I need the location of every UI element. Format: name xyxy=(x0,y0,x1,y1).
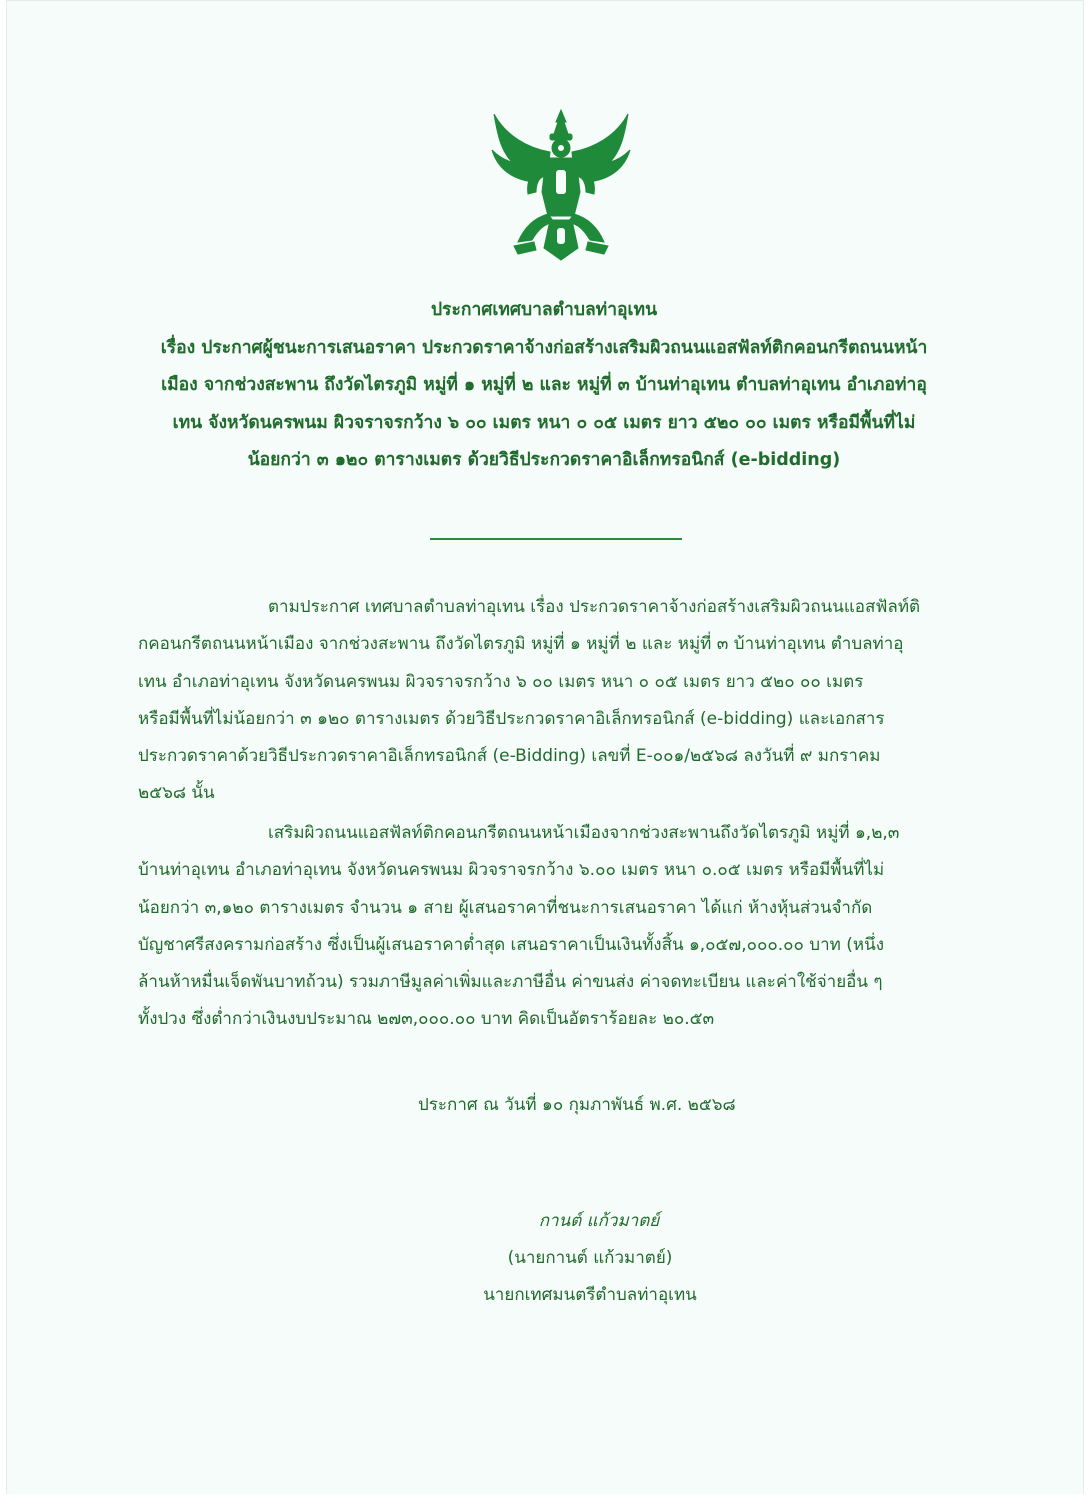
garuda-emblem-icon xyxy=(488,108,634,264)
announcement-date: ประกาศ ณ วันที่ ๑๐ กุมภาพันธ์ พ.ศ. ๒๕๖๘ xyxy=(418,1095,736,1115)
header-divider xyxy=(430,538,682,540)
announcement-header xyxy=(130,292,958,480)
paragraph-line: ๒๕๖๘ นั้น xyxy=(138,783,215,804)
subject-line: เมือง จากช่วงสะพาน ถึงวัดไตรภูมิ หมู่ที่ ๑ หมู่ที่ ๒ และ หมู่ที่ ๓ บ้านท่าอุเทน ตำบลท่าอุเทน อำเภอท่าอุ xyxy=(161,375,927,395)
body-paragraph-reference xyxy=(138,589,950,813)
signature-block xyxy=(440,1203,740,1314)
paragraph-line: กคอนกรีตถนนหน้าเมือง จากช่วงสะพาน ถึงวัดไตรภูมิ หมู่ที่ ๑ หมู่ที่ ๒ และ หมู่ที่ ๓ บ้านท่าอุเทน ตำบลท่าอุ xyxy=(138,634,904,655)
body-paragraph-winner xyxy=(138,815,950,1039)
signer-position: นายกเทศมนตรีตำบลท่าอุเทน xyxy=(483,1285,697,1305)
subject-line: เทน จังหวัดนครพนม ผิวจราจรกว้าง ๖ ๐๐ เมตร หนา ๐ ๐๕ เมตร ยาว ๕๒๐ ๐๐ เมตร หรือมีพื้นที่ไม่ xyxy=(172,412,916,433)
page-bottom-edge xyxy=(0,1494,1088,1504)
paragraph-line: น้อยกว่า ๓,๑๒๐ ตารางเมตร จำนวน ๑ สาย ผู้เสนอราคาที่ชนะการเสนอราคา ได้แก่ ห้างหุ้นส่วนจำกัด xyxy=(138,897,873,918)
paragraph-line: เทน อำเภอท่าอุเทน จังหวัดนครพนม ผิวจราจรกว้าง ๖ ๐๐ เมตร หนา ๐ ๐๕ เมตร ยาว ๕๒๐ ๐๐ เมตร xyxy=(138,671,864,692)
paragraph-line: เสริมผิวถนนแอสฟัลท์ติกคอนกรีตถนนหน้าเมืองจากช่วงสะพานถึงวัดไตรภูมิ หมู่ที่ ๑,๒,๓ xyxy=(268,823,900,843)
paragraph-line: ประกวดราคาด้วยวิธีประกวดราคาอิเล็กทรอนิกส์ (e-Bidding) เลขที่ E-๐๐๑/๒๕๖๘ ลงวันที่ ๙ มกราคม xyxy=(138,746,881,767)
subject-line: เรื่อง ประกาศผู้ชนะการเสนอราคา ประกวดราคาจ้างก่อสร้างเสริมผิวถนนแอสฟัลท์ติกคอนกรีตถนนหน้า xyxy=(160,337,928,358)
document-title: ประกาศเทศบาลตำบลท่าอุเทน xyxy=(430,300,658,320)
signer-printed-name: (นายกานต์ แก้วมาตย์) xyxy=(507,1248,673,1268)
paragraph-line: ตามประกาศ เทศบาลตำบลท่าอุเทน เรื่อง ประกวดราคาจ้างก่อสร้างเสริมผิวถนนแอสฟัลท์ติ xyxy=(268,597,921,617)
paragraph-line: บ้านท่าอุเทน อำเภอท่าอุเทน จังหวัดนครพนม ผิวจราจรกว้าง ๖.๐๐ เมตร หนา ๐.๐๕ เมตร หรือมีพื้นที่ไม่ xyxy=(138,860,885,881)
subject-line: น้อยกว่า ๓ ๑๒๐ ตารางเมตร ด้วยวิธีประกวดราคาอิเล็กทรอนิกส์ (e-bidding) xyxy=(247,450,841,470)
paragraph-line: ล้านห้าหมื่นเจ็ดพันบาทถ้วน) รวมภาษีมูลค่าเพิ่มและภาษีอื่น ค่าขนส่ง ค่าจดทะเบียน และค่าใช้จ่ายอื่น ๆ xyxy=(138,972,883,993)
paragraph-line: ทั้งปวง ซึ่งต่ำกว่าเงินงบประมาณ ๒๗๓,๐๐๐.๐๐ บาท คิดเป็นอัตราร้อยละ ๒๐.๕๓ xyxy=(138,1009,715,1030)
paragraph-line: บัญชาศรีสงครามก่อสร้าง ซึ่งเป็นผู้เสนอราคาต่ำสุด เสนอราคาเป็นเงินทั้งสิ้น ๑,๐๕๗,๐๐๐.๐๐ บาท (หนึ่ง xyxy=(138,934,885,955)
handwritten-signature: กานต์ แก้วมาตย์ xyxy=(538,1211,660,1231)
paragraph-line: หรือมีพื้นที่ไม่น้อยกว่า ๓ ๑๒๐ ตารางเมตร ด้วยวิธีประกวดราคาอิเล็กทรอนิกส์ (e-bidding) และเอกสาร xyxy=(138,708,885,729)
